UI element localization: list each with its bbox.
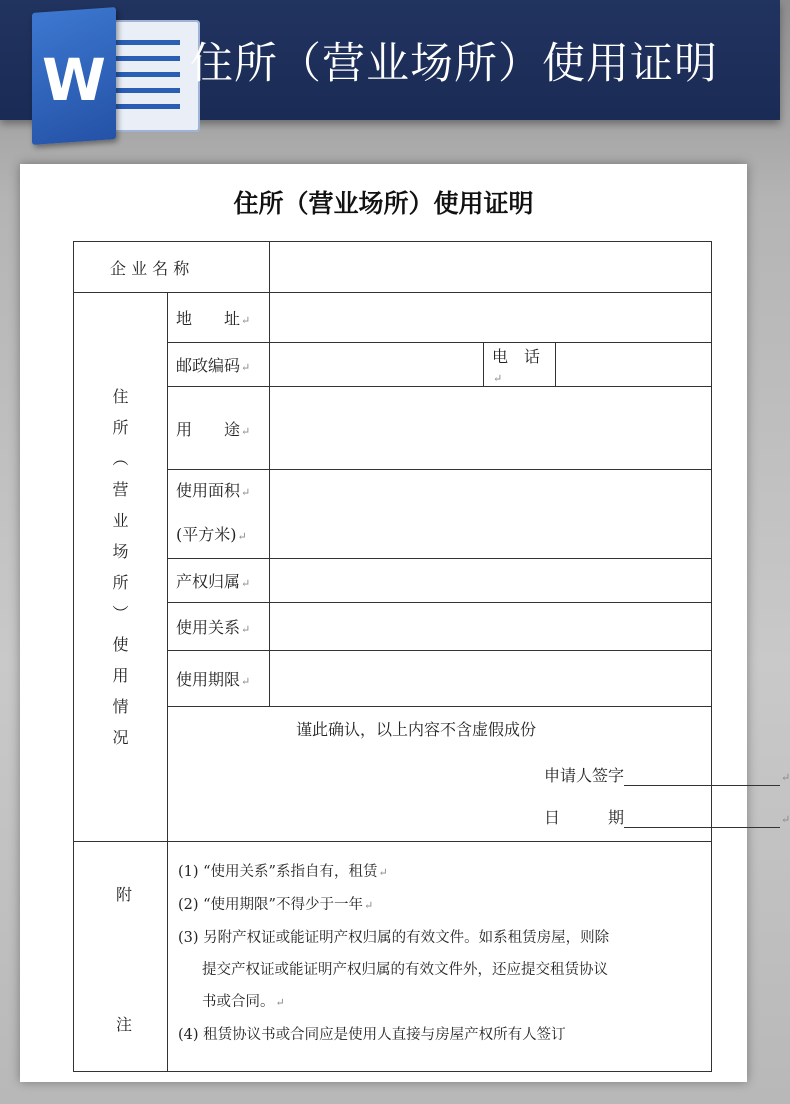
ownership-label: 产权归属↵ [168, 559, 270, 603]
address-label: 地 址↵ [168, 293, 270, 343]
company-name-label: 企 业 名 称 [74, 242, 270, 293]
ownership-value[interactable] [270, 559, 712, 603]
relationship-value[interactable] [270, 603, 712, 651]
confirmation-statement: 谨此确认，以上内容不含虚假成份 [296, 720, 537, 739]
header-banner [0, 0, 780, 120]
area-value[interactable] [270, 470, 712, 559]
area-label: 使用面积↵ (平方米)↵ [168, 470, 270, 559]
certificate-form-table [73, 241, 790, 1072]
row-ownership [74, 559, 712, 603]
address-value[interactable] [270, 293, 712, 343]
row-period [74, 651, 712, 707]
purpose-value[interactable] [270, 387, 712, 470]
word-icon [32, 10, 182, 142]
banner-title: 住所（营业场所）使用证明 [190, 39, 718, 89]
note-3-cont: 提交产权证或能证明产权归属的有效文件外，还应提交租赁协议 [202, 962, 608, 978]
row-address [74, 293, 712, 343]
period-label: 使用期限↵ [168, 651, 270, 707]
note-3-end: 书或合同。↵ [202, 994, 285, 1010]
row-relationship [74, 603, 712, 651]
note-1: (1) “使用关系”系指自有，租赁↵ [178, 864, 388, 880]
postal-code-value[interactable] [270, 343, 484, 387]
company-name-value[interactable] [270, 242, 712, 293]
date-line[interactable] [624, 810, 780, 828]
phone-value[interactable] [556, 343, 712, 387]
postal-code-label: 邮政编码↵ [168, 343, 270, 387]
signature-row: 申请人签字 ↵ [544, 766, 790, 785]
row-confirmation [74, 707, 712, 842]
row-area [74, 470, 712, 559]
row-purpose [74, 387, 712, 470]
purpose-label: 用 途↵ [168, 387, 270, 470]
notes-content [168, 842, 712, 1072]
relationship-label: 使用关系↵ [168, 603, 270, 651]
row-company-name [74, 242, 712, 293]
document-title: 住所（营业场所）使用证明 [233, 189, 534, 218]
notes-label: 附 注 [74, 842, 168, 1072]
phone-label: 电 话↵ [484, 343, 556, 387]
row-notes [74, 842, 712, 1072]
usage-side-label: 住 所 ︵ 营 业 场 所 ︶ 使 用 情 况 [74, 293, 168, 842]
note-3: (3) 另附产权证或能证明产权归属的有效文件。如系租赁房屋，则除 [178, 930, 610, 946]
document-page [20, 164, 790, 1082]
row-postal-phone [74, 343, 712, 387]
date-row: 日 期 ↵ [544, 808, 790, 827]
word-icon-letter: W [42, 46, 106, 114]
note-4: (4) 租赁协议书或合同应是使用人直接与房屋产权所有人签订 [178, 1027, 566, 1043]
period-value[interactable] [270, 651, 712, 707]
signature-line[interactable] [624, 768, 780, 786]
note-2: (2) “使用期限”不得少于一年↵ [178, 897, 374, 913]
confirmation-cell [168, 707, 790, 842]
